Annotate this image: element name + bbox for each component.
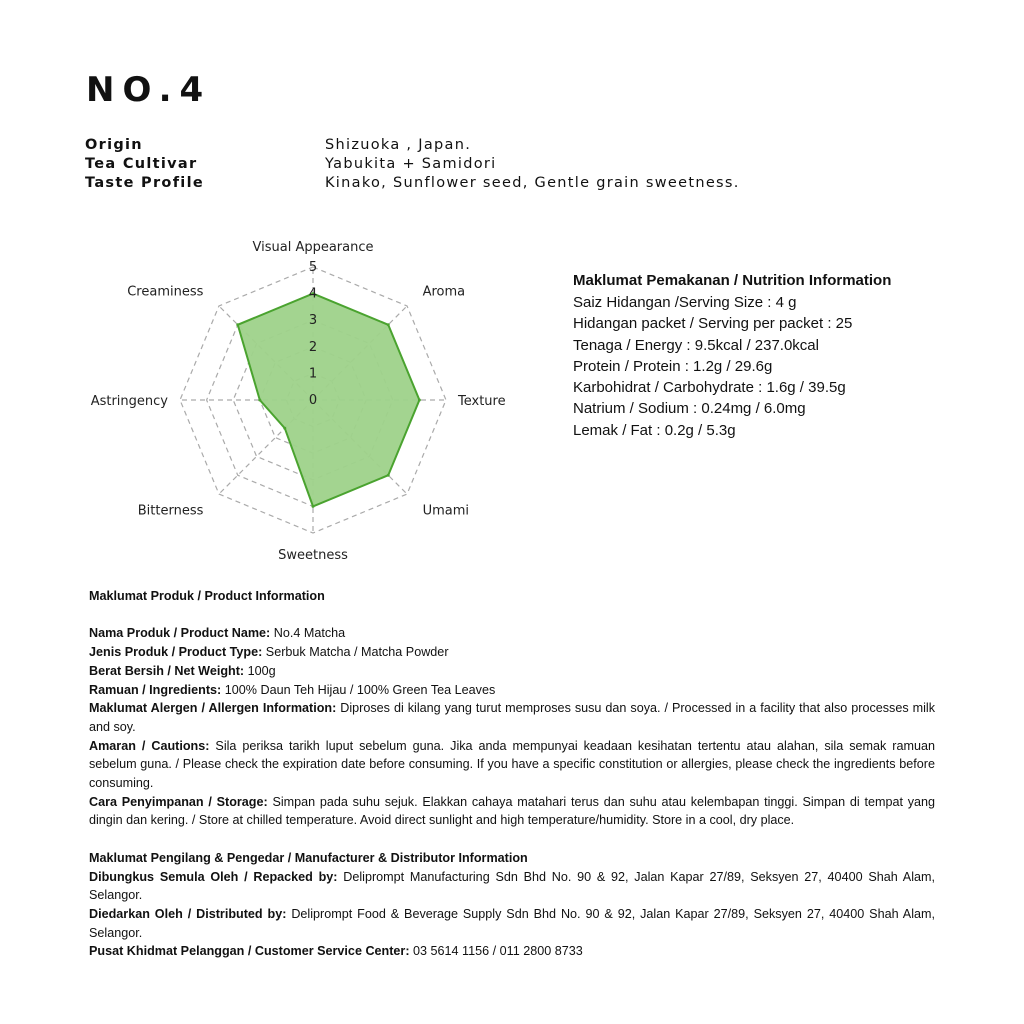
ingredients-value: 100% Daun Teh Hijau / 100% Green Tea Leaves: [221, 682, 496, 697]
nutrition-sodium: Natrium / Sodium : 0.24mg / 6.0mg: [573, 400, 806, 418]
radar-axis-label: Aroma: [422, 284, 466, 300]
customer-service-value: 03 5614 1156 / 011 2800 8733: [409, 944, 583, 959]
radar-tick-label: 4: [308, 286, 318, 302]
taste-radar-chart: [60, 236, 540, 566]
nutrition-fat: Lemak / Fat : 0.2g / 5.3g: [573, 421, 736, 439]
radar-axis-label: Visual Appearance: [252, 240, 374, 255]
ingredients-label: Ramuan / Ingredients:: [89, 682, 222, 697]
origin-value: Shizuoka , Japan.: [325, 137, 472, 153]
radar-axis-label: Texture: [458, 394, 506, 409]
nutrition-protein: Protein / Protein : 1.2g / 29.6g: [573, 357, 773, 375]
radar-axis-label: Astringency: [90, 394, 168, 409]
product-type-label: Jenis Produk / Product Type:: [89, 645, 263, 660]
taste-profile-label: Taste Profile: [85, 175, 204, 191]
product-name-value: No.4 Matcha: [270, 626, 346, 641]
allergen-label: Maklumat Alergen / Allergen Information:: [89, 701, 337, 716]
product-title: NO.4: [86, 70, 212, 110]
repacked-by: [89, 868, 935, 905]
meta-row-taste: [85, 174, 740, 193]
manufacturer-info-title: Maklumat Pengilang & Pengedar / Manufacturer & Distributor Information: [89, 850, 528, 865]
nutrition-information: [573, 270, 891, 441]
product-name-label: Nama Produk / Product Name:: [89, 626, 271, 641]
origin-label: Origin: [85, 137, 143, 153]
net-weight-label: Berat Bersih / Net Weight:: [89, 663, 245, 678]
radar-axis-label: Sweetness: [278, 548, 348, 563]
radar-data-point: [387, 323, 390, 326]
nutrition-title: Maklumat Pemakanan / Nutrition Information: [573, 272, 892, 289]
storage-value: Simpan pada suhu sejuk. Elakkan cahaya matahari terus dan suhu atau kelembapan tinggi. Simpan di tempat yang dingin dan kering. / Store at chilled temperature. Avoid direct sunlight and high temperature/humidity. Store in a cool, dry place.: [89, 794, 936, 828]
cultivar-value: Yabukita + Samidori: [325, 156, 497, 172]
radar-data-point: [418, 399, 421, 402]
taste-profile-value: Kinako, Sunflower seed, Gentle grain sweetness.: [325, 175, 740, 191]
allergen-value: Diproses di kilang yang turut memproses susu dan soya. / Processed in a facility that also processes milk and soy.: [89, 701, 935, 734]
radar-axis-label: Bitterness: [137, 503, 204, 519]
radar-data-point: [258, 399, 261, 402]
radar-data-point: [283, 427, 286, 430]
radar-tick-label: 5: [308, 260, 318, 275]
ingredients: [89, 681, 935, 700]
radar-axis-label: Umami: [422, 503, 470, 519]
customer-service: [89, 942, 935, 961]
radar-data-point: [312, 505, 315, 508]
product-meta: [85, 136, 740, 193]
product-type-value: Serbuk Matcha / Matcha Powder: [262, 645, 449, 660]
allergen-information: [89, 699, 935, 736]
distributed-by-value: Deliprompt Food & Beverage Supply Sdn Bhd No. 90 & 92, Jalan Kapar 27/89, Seksyen 27, 40400 Shah Alam, Selangor.: [89, 906, 935, 940]
nutrition-servings-per-packet: Hidangan packet / Serving per packet : 25: [573, 315, 853, 333]
nutrition-energy: Tenaga / Energy : 9.5kcal / 237.0kcal: [573, 336, 819, 354]
product-information: [89, 587, 935, 961]
radar-axis-label: Creaminess: [127, 284, 204, 300]
section-spacer: [89, 830, 935, 849]
radar-data-area: [238, 294, 420, 507]
net-weight: [89, 662, 935, 681]
distributed-by: [89, 905, 935, 942]
storage: [89, 793, 935, 830]
meta-row-cultivar: [85, 155, 740, 174]
radar-data-point: [387, 474, 390, 477]
nutrition-serving-size: Saiz Hidangan /Serving Size : 4 g: [573, 294, 797, 311]
nutrition-carbohydrate: Karbohidrat / Carbohydrate : 1.6g / 39.5g: [573, 379, 846, 397]
radar-tick-label: 1: [308, 366, 318, 382]
cautions: [89, 737, 935, 793]
cautions-label: Amaran / Cautions:: [89, 738, 210, 753]
customer-service-label: Pusat Khidmat Pelanggan / Customer Service Center:: [89, 944, 410, 959]
net-weight-value: 100g: [244, 663, 276, 678]
cultivar-label: Tea Cultivar: [85, 156, 198, 172]
repacked-by-label: Dibungkus Semula Oleh / Repacked by:: [89, 869, 338, 884]
radar-data-point: [236, 323, 239, 326]
distributed-by-label: Diedarkan Oleh / Distributed by:: [89, 906, 287, 921]
radar-tick-label: 2: [308, 339, 318, 355]
storage-label: Cara Penyimpanan / Storage:: [89, 794, 268, 809]
radar-tick-label: 3: [308, 313, 318, 329]
cautions-value: Sila periksa tarikh luput sebelum guna. Jika anda mempunyai keadaan kesihatan tertentu atau alahan, sila semak ramuan sebelum guna. / Please check the expiration date before consuming. If you have a specific constitution or allergies, please check the ingredients before consuming.: [89, 738, 935, 791]
product-name: [89, 624, 935, 643]
product-type: [89, 643, 935, 662]
repacked-by-value: Deliprompt Manufacturing Sdn Bhd No. 90 & 92, Jalan Kapar 27/89, Seksyen 27, 40400 Shah Alam, Selangor.: [89, 869, 935, 903]
product-info-title: Maklumat Produk / Product Information: [89, 589, 325, 603]
section-spacer: [89, 606, 935, 625]
radar-tick-label: 0: [308, 393, 318, 408]
meta-row-origin: [85, 136, 740, 155]
